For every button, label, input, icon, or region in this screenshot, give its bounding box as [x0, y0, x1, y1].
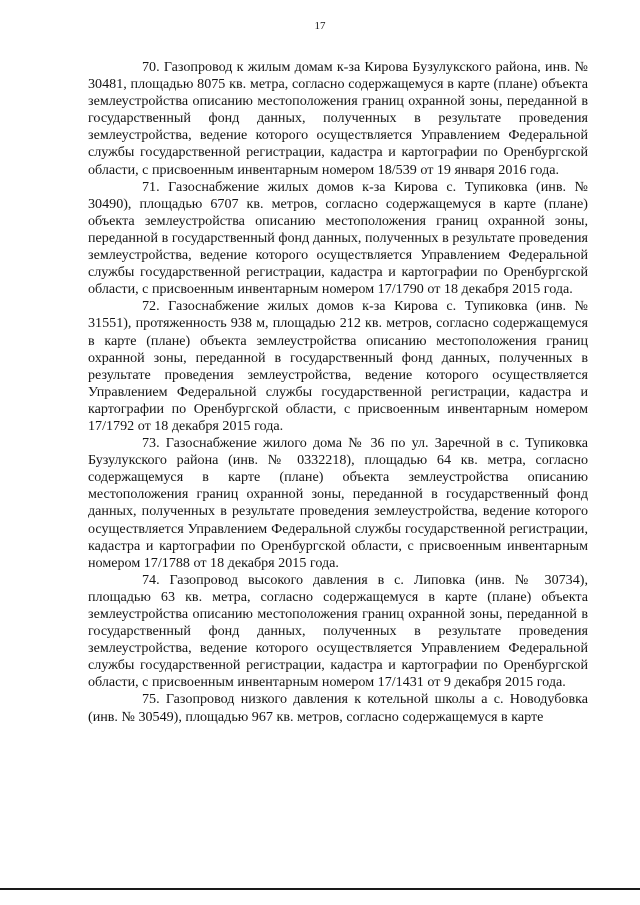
paragraph-item-70: 70. Газопровод к жилым домам к-за Кирова Бузулукского района, инв. № 30481, площадью 8075 кв. метра, согласно содержащемуся в карте (плане) объекта землеустройства описанию местоположения границ охранной зоны, переданной в государственный фонд данных, полученных в результате проведения землеустройства, ведение которого осуществляется Управлением Федеральной службы государственной регистрации, кадастра и картографии по Оренбургской области, с присвоенным инвентарным номером 18/539 от 19 января 2016 года. — [88, 59, 588, 178]
page-bottom-edge — [0, 888, 640, 890]
paragraph-item-72: 72. Газоснабжение жилых домов к-за Кирова с. Тупиковка (инв. № 31551), протяженность 938 м, площадью 212 кв. метров, согласно содержащемуся в карте (плане) объекта землеустройства описанию местоположения границ охранной зоны, переданной в государственный фонд данных, полученных в результате проведения землеустройства, ведение которого осуществляется Управлением Федеральной службы государственной регистрации, кадастра и картографии по Оренбургской области, с присвоенным инвентарным номером 17/1792 от 18 декабря 2015 года. — [88, 298, 588, 434]
document-body — [88, 59, 588, 726]
paragraph-item-74: 74. Газопровод высокого давления в с. Липовка (инв. № 30734), площадью 63 кв. метра, согласно содержащемуся в карте (плане) объекта землеустройства описанию местоположения границ охранной зоны, переданной в государственный фонд данных, полученных в результате проведения землеустройства, ведение которого осуществляется Управлением Федеральной службы государственной регистрации, кадастра и картографии по Оренбургской области, с присвоенным инвентарным номером 17/1431 от 9 декабря 2015 года. — [88, 571, 588, 691]
page-number: 17 — [314, 20, 326, 32]
paragraph-item-75: 75. Газопровод низкого давления к котельной школы а с. Новодубовка (инв. № 30549), площадью 967 кв. метров, согласно содержащемуся в карте — [88, 691, 588, 725]
paragraph-item-71: 71. Газоснабжение жилых домов к-за Кирова с. Тупиковка (инв. № 30490), площадью 6707 кв. метров, согласно содержащемуся в карте (плане) объекта землеустройства описанию местоположения границ охранной зоны, переданной в государственный фонд данных, полученных в результате проведения землеустройства, ведение которого осуществляется Управлением Федеральной службы государственной регистрации, кадастра и картографии по Оренбургской области, с присвоенным инвентарным номером 17/1790 от 18 декабря 2015 года. — [88, 178, 588, 298]
paragraph-item-73: 73. Газоснабжение жилого дома № 36 по ул. Заречной в с. Тупиковка Бузулукского района (инв. № 0332218), площадью 64 кв. метра, согласно содержащемуся в карте (плане) объекта землеустройства описанию местоположения границ охранной зоны, переданной в государственный фонд данных, полученных в результате проведения землеустройства, ведение которого осуществляется Управлением Федеральной службы государственной регистрации, кадастра и картографии по Оренбургской области, с присвоенным инвентарным номером 17/1788 от 18 декабря 2015 года. — [88, 435, 588, 571]
